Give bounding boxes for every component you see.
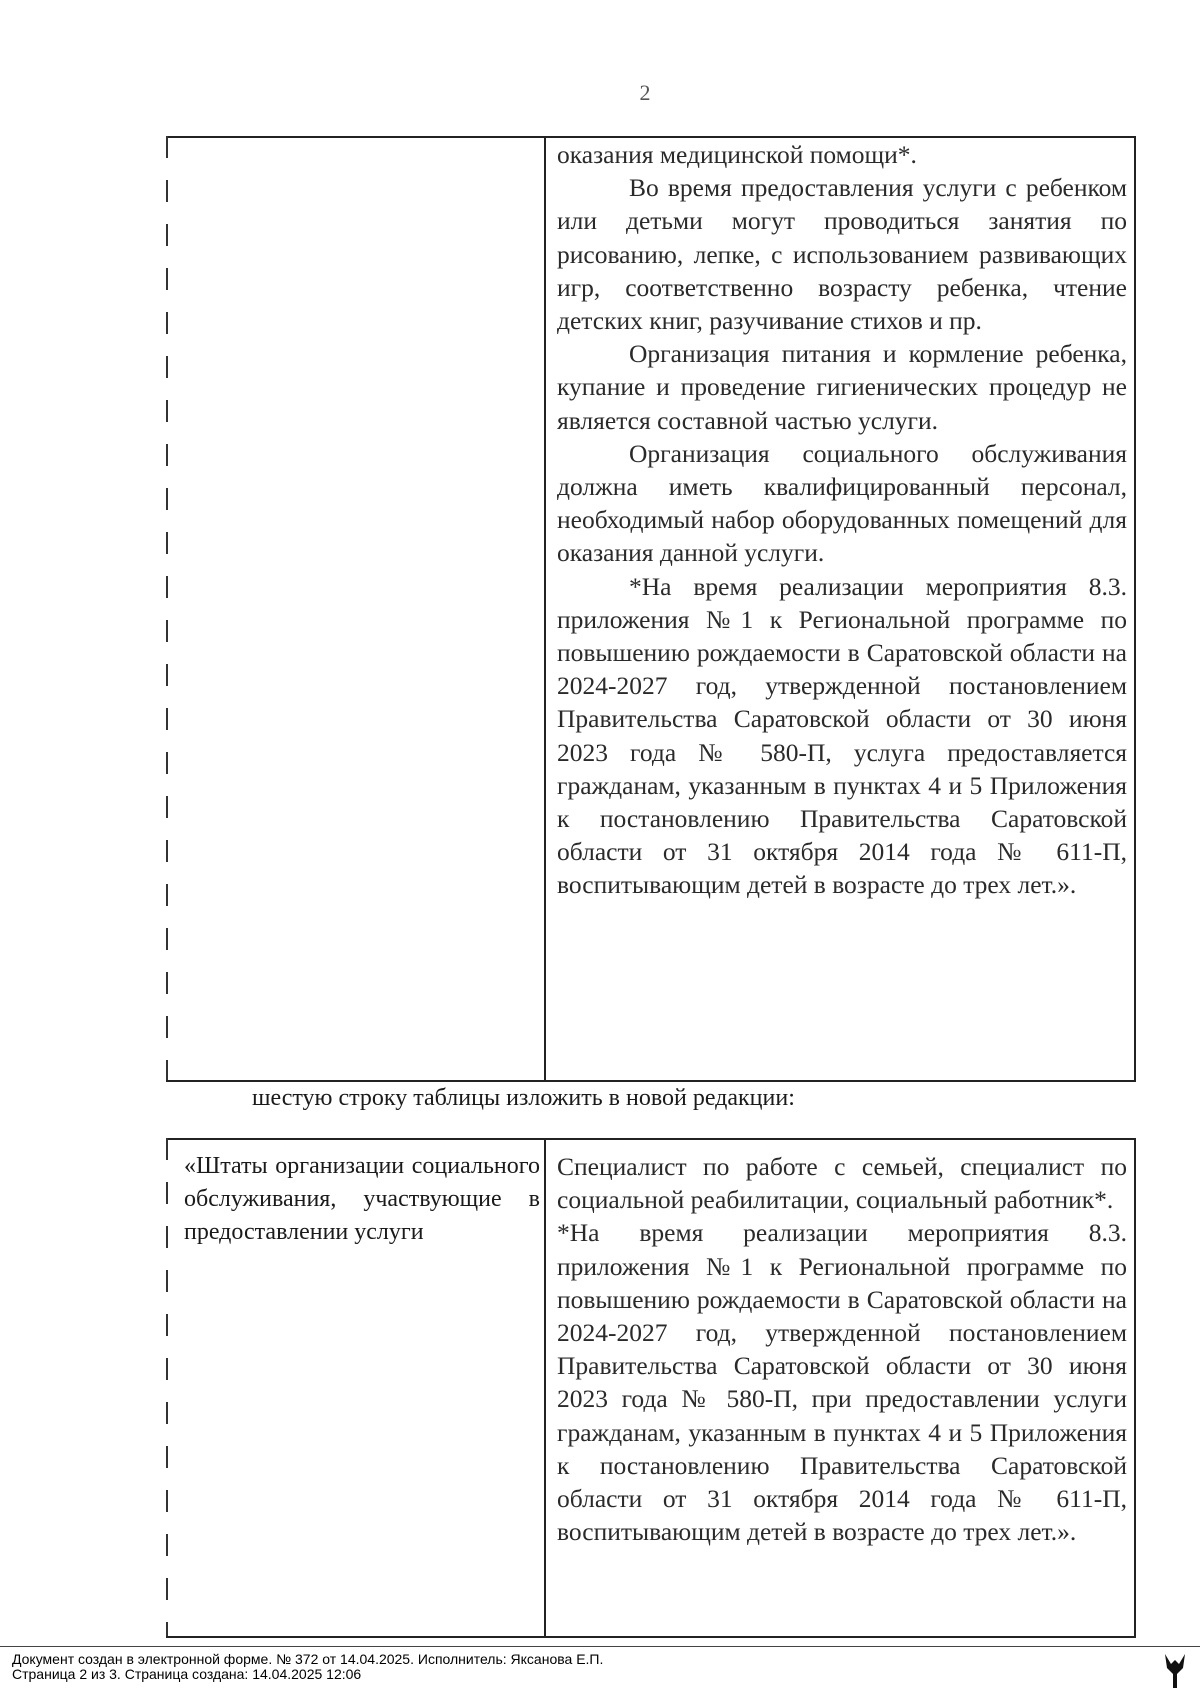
coat-of-arms-icon [1162, 1650, 1188, 1690]
table-right-border [1134, 136, 1136, 1082]
table-bottom-border [166, 1636, 1136, 1638]
page-number: 2 [639, 80, 651, 105]
table-1-right-cell [557, 138, 1127, 902]
paragraph: Во время предоставления услуги с ребенком или детьми могут проводиться занятия по рисованию, лепке, с использованием развивающих игр, соответственно возрасту ребенка, чтение детских книг, разучивание стихов и пр. [557, 173, 1127, 336]
instruction-text: шестую строку таблицы изложить в новой редакции: [252, 1085, 795, 1111]
table-2-left-cell [184, 1150, 540, 1249]
table-2-right-cell [557, 1150, 1127, 1548]
paragraph: Организация питания и кормление ребенка, купание и проведение гигиенических процедур не является составной частью услуги. [557, 339, 1127, 435]
footer-line-1: Документ создан в электронной форме. № 372 от 14.04.2025. Исполнитель: Яксанова Е.П. [12, 1651, 604, 1667]
table-column-divider [544, 136, 546, 1082]
table-left-border [166, 1138, 168, 1638]
paragraph: Организация социального обслуживания должна иметь квалифицированный персонал, необходимый набор оборудованных помещений для оказания данной услуги. [557, 438, 1127, 568]
table-right-border [1134, 1138, 1136, 1638]
row-heading: «Штаты организации социального обслуживания, участвующие в предоставлении услуги [184, 1153, 540, 1245]
table-column-divider [544, 1138, 546, 1638]
paragraph: оказания медицинской помощи*. [557, 140, 917, 169]
table-top-border-left [166, 136, 544, 138]
table-top-border [166, 1138, 1136, 1140]
document-footer [12, 1652, 603, 1682]
footnote-paragraph: *На время реализации мероприятия 8.3. приложения №1 к Региональной программе по повышению рождаемости в Саратовской области на 2024-2027 год, утвержденной постановлением Правительства Саратовской области от 30 июня 2023 года № 580-П, услуга предоставляется гражданам, указанным в пунктах 4 и 5 Приложения к постановлению Правительства Саратовской области от 31 октября 2014 года № 611-П, воспитывающим детей в возрасте до трех лет.». [557, 571, 1127, 900]
footer-divider [0, 1646, 1200, 1647]
table-continuation [166, 136, 1136, 1082]
table-left-border [166, 136, 168, 1082]
paragraph: Специалист по работе с семьей, специалист по социальной реабилитации, социальный работник*. [557, 1152, 1127, 1215]
footnote-paragraph: *На время реализации мероприятия 8.3. приложения №1 к Региональной программе по повышению рождаемости в Саратовской области на 2024-2027 год, утвержденной постановлением Правительства Саратовской области от 30 июня 2023 года № 580-П, при предоставлении услуги гражданам, указанным в пунктах 4 и 5 Приложения к постановлению Правительства Саратовской области от 31 октября 2014 года № 611-П, воспитывающим детей в возрасте до трех лет.». [557, 1218, 1127, 1547]
table-new-row [166, 1138, 1136, 1638]
footer-line-2: Страница 2 из 3. Страница создана: 14.04.2025 12:06 [12, 1666, 362, 1682]
